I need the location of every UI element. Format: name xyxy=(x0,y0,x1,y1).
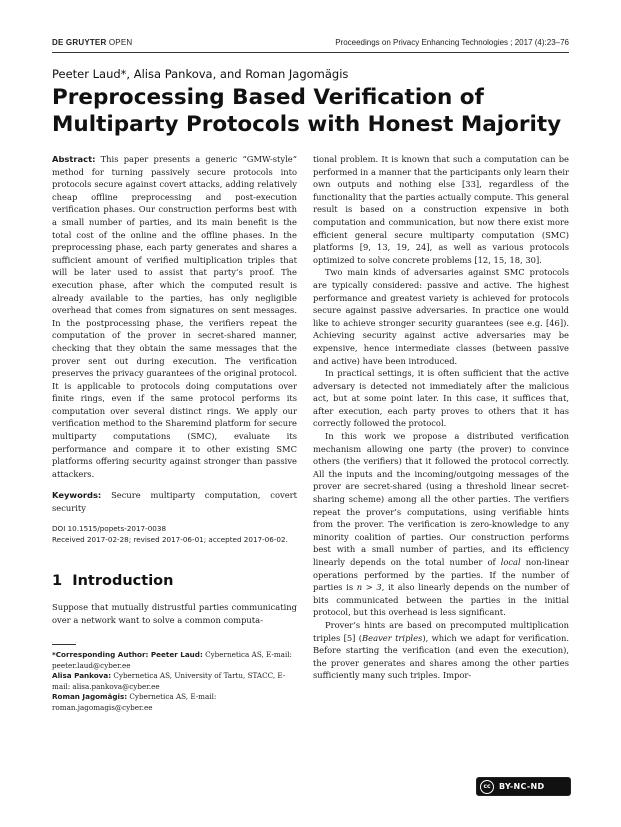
license-text: BY-NC-ND xyxy=(499,782,545,791)
doi: DOI 10.1515/popets-2017-0038 xyxy=(52,523,167,533)
footnote-pankova: Alisa Pankova: Cybernetica AS, University of Tartu, STACC, E-mail: alisa.pankova@cyber.ee xyxy=(52,671,286,691)
publisher: DE GRUYTER OPEN xyxy=(52,38,133,47)
math-n-gt-3: n > 3 xyxy=(356,582,382,593)
abstract-text: This paper presents a generic “GMW-style” method for turning passively secure protocols into protocols secure against covert attacks, adding relatively cheap offline preprocessing and post-execution verification phases. Our construction performs best with a small number of parties, and its main benefit is the total cost of the online and the offline phases. In the preprocessing phase, each party generates and shares a sufficient amount of verified multiplication triples that will be later used to assist that party’s proof. The execution phase, after which the computed result is already available to the parties, has only negligible overhead that comes from signatures on sent messages. In the postprocessing phase, the verifiers repeat the computation of the prover in secret-shared manner, checking that they obtain the same messages that the prover sent out during execution. The verification preserves the privacy guarantees of the original protocol. It is applicable to protocols doing computations over finite rings, even if the same protocol performs its computation over several distinct rings. We apply our verification method to the Sharemind platform for secure multiparty computations (SMC), evaluate its performance and compare it to other existing SMC platforms offering security against stronger than passive attackers. xyxy=(52,154,297,479)
running-header xyxy=(52,38,569,52)
footnote-rule xyxy=(52,644,76,645)
intro-paragraph-5: Prover’s hints are based on precomputed multiplication triples [5] (Beaver triples), which we adapt for verification. Before starting the verification (and even the execution), the prover generates and shares among the other parties sufficiently many such triples. Impor- xyxy=(313,619,569,681)
cc-license-badge[interactable] xyxy=(476,777,571,796)
keywords-text: Secure multiparty computation, covert security xyxy=(52,490,297,514)
left-column xyxy=(52,153,297,626)
intro-paragraph: Suppose that mutually distrustful parties communicating over a network want to solve a common computa- xyxy=(52,602,297,625)
abstract xyxy=(52,153,297,480)
paper-title: Preprocessing Based Verification of Multiparty Protocols with Honest Majority xyxy=(52,85,562,137)
footnote-laud: *Corresponding Author: Peeter Laud: Cybernetica AS, E-mail: peeter.laud@cyber.ee xyxy=(52,650,292,670)
journal-info: Proceedings on Privacy Enhancing Technologies ; 2017 (4):23–76 xyxy=(335,38,569,47)
author-footnotes xyxy=(52,650,297,714)
received-dates: Received 2017-02-28; revised 2017-06-01; accepted 2017-06-02. xyxy=(52,534,288,544)
intro-paragraph-4: In this work we propose a distributed verification mechanism allowing one party (the prover) to convince others (the verifiers) that it followed the protocol correctly. All the inputs and the incoming/outgoing messages of the prover are secret-shared (using a threshold linear secret-sharing scheme) among all the other parties. The verifiers repeat the prover’s computations, using verifiable hints from the prover. The verification is zero-knowledge to any minority coalition of parties. Our construction performs best with a small number of parties, and its efficiency linearly depends on the total number of local non-linear operations performed by the parties. If the number of parties is n > 3, it also linearly depends on the number of bits communicated between the parties in the initial protocol, but this overhead is less significant. xyxy=(313,431,569,618)
header-rule xyxy=(52,52,569,53)
cc-icon: cc xyxy=(480,780,494,794)
keywords xyxy=(52,489,297,514)
footnote-jagomagis: Roman Jagomägis: Cybernetica AS, E-mail: roman.jagomagis@cyber.ee xyxy=(52,692,217,712)
intro-paragraph-3: In practical settings, it is often sufficient that the active adversary is detected not immediately after the malicious act, but at some point later. In this case, it suffices that, after execution, each party proves to others that it has correctly followed the protocol. xyxy=(313,368,569,429)
right-column xyxy=(313,153,569,682)
intro-paragraph-2: Two main kinds of adversaries against SMC protocols are typically considered: passive and active. The highest performance and greatest variety is achieved for protocols secure against passive adversaries. In practice one would like to achieve stronger security guarantees (see e.g. [46]). Achieving security against active adversaries may be expensive, hence intermediate classes (between passive and active) have been introduced. xyxy=(313,267,569,366)
author-list: Peeter Laud*, Alisa Pankova, and Roman Jagomägis xyxy=(52,67,349,81)
keywords-label: Keywords: xyxy=(52,490,102,501)
abstract-label: Abstract: xyxy=(52,154,96,164)
section-heading-introduction: 1 Introduction xyxy=(52,572,174,589)
article-meta xyxy=(52,523,297,545)
intro-paragraph-1: tional problem. It is known that such a computation can be performed in a manner that the participants only learn their own outputs and nothing else [33], regardless of the functionality that the parties actually compute. This general result is based on a construction expensive in both computation and communication, but now there exist more efficient general secure multiparty computation (SMC) platforms [9, 13, 19, 24], as well as various protocols optimized to solve concrete problems [12, 15, 18, 30]. xyxy=(313,154,569,265)
